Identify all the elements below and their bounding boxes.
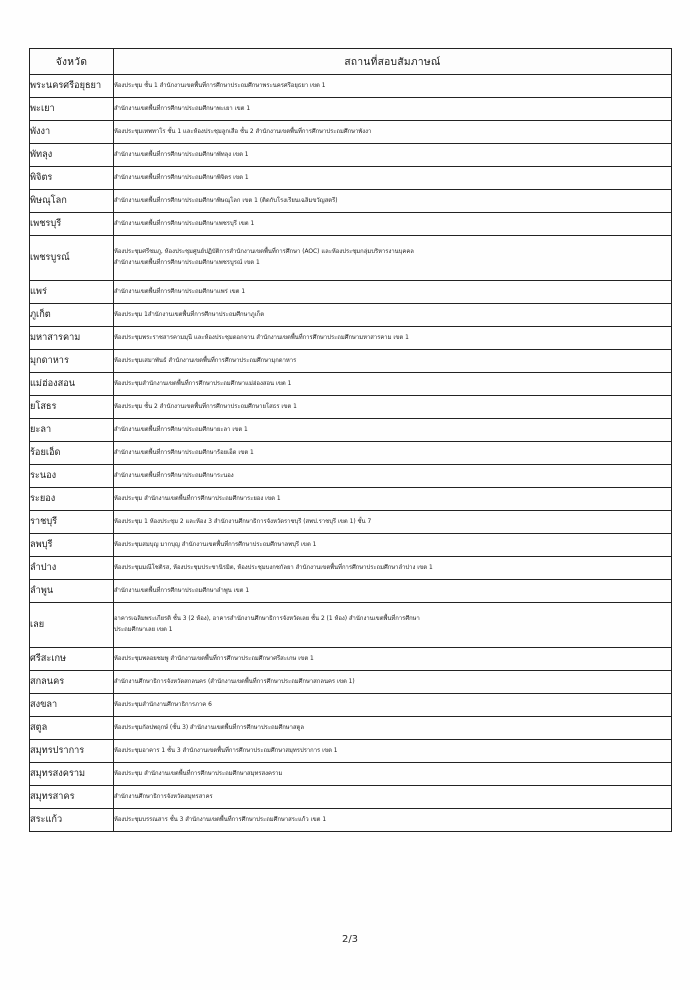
table-row xyxy=(30,786,672,809)
table-row xyxy=(30,671,672,694)
table-row xyxy=(30,373,672,396)
cell-province: พัทลุง xyxy=(30,144,114,167)
cell-province: พังงา xyxy=(30,121,114,144)
cell-venue xyxy=(114,304,672,327)
venue-line: ห้องประชุมกัลปพฤกษ์ (ชั้น 3) สำนักงานเขตพื้นที่การศึกษาประถมศึกษาสตูล xyxy=(114,724,304,731)
cell-venue xyxy=(114,786,672,809)
cell-province: พะเยา xyxy=(30,98,114,121)
table-row xyxy=(30,281,672,304)
venue-line: สำนักงานเขตพื้นที่การศึกษาประถมศึกษายะลา เขต 1 xyxy=(114,426,248,433)
cell-venue xyxy=(114,671,672,694)
cell-province: เพชรบุรี xyxy=(30,213,114,236)
table-row xyxy=(30,121,672,144)
cell-province: มุกดาหาร xyxy=(30,350,114,373)
cell-province: ราชบุรี xyxy=(30,511,114,534)
cell-province: มหาสารคาม xyxy=(30,327,114,350)
cell-venue xyxy=(114,534,672,557)
table-row xyxy=(30,236,672,281)
table-row xyxy=(30,304,672,327)
cell-venue xyxy=(114,511,672,534)
cell-venue xyxy=(114,350,672,373)
table-row xyxy=(30,144,672,167)
table-row xyxy=(30,167,672,190)
cell-province: เพชรบูรณ์ xyxy=(30,236,114,281)
venue-line: ห้องประชุม 1 ห้องประชุม 2 และห้อง 3 สำนักงานศึกษาธิการจังหวัดราชบุรี (สพป.ราชบุรี เขต 1) ชั้น 7 xyxy=(114,518,372,525)
table-row xyxy=(30,488,672,511)
venue-line: สำนักงานเขตพื้นที่การศึกษาประถมศึกษาเพชรบูรณ์ เขต 1 xyxy=(114,260,260,266)
cell-province: สมุทรปราการ xyxy=(30,740,114,763)
cell-venue xyxy=(114,373,672,396)
cell-venue xyxy=(114,75,672,98)
table-row xyxy=(30,465,672,488)
table-row xyxy=(30,557,672,580)
venue-line: สำนักงานเขตพื้นที่การศึกษาประถมศึกษาพิษณุโลก เขต 1 (ติดกับโรงเรียนเฉลิมขวัญสตรี) xyxy=(114,197,338,204)
venue-line: ประถมศึกษาเลย เขต 1 xyxy=(114,627,173,633)
table-row xyxy=(30,396,672,419)
cell-province: สกลนคร xyxy=(30,671,114,694)
cell-province: พระนครศรีอยุธยา xyxy=(30,75,114,98)
cell-venue xyxy=(114,213,672,236)
table-row xyxy=(30,419,672,442)
venue-line: สำนักงานศึกษาธิการจังหวัดสมุทรสาคร xyxy=(114,793,213,800)
cell-venue xyxy=(114,419,672,442)
cell-venue xyxy=(114,648,672,671)
venue-line: ห้องประชุมอาคาร 1 ชั้น 3 สำนักงานเขตพื้นที่การศึกษาประถมศึกษาสมุทรปราการ เขต 1 xyxy=(114,747,338,754)
venue-line: ห้องประชุมสำนักงานเขตพื้นที่การศึกษาประถมศึกษาแม่ฮ่องสอน เขต 1 xyxy=(114,380,292,387)
cell-province: ยะลา xyxy=(30,419,114,442)
cell-venue xyxy=(114,98,672,121)
venue-line: ห้องประชุมบรรณสาร ชั้น 3 สำนักงานเขตพื้นที่การศึกษาประถมศึกษาสระแก้ว เขต 1 xyxy=(114,816,327,823)
table-row xyxy=(30,717,672,740)
venue-line: ห้องประชุมเทพทาโร ชั้น 1 และห้องประชุมลูกเสือ ชั้น 2 สำนักงานเขตพื้นที่การศึกษาประถมศึกษาพังงา xyxy=(114,128,372,135)
cell-province: ระนอง xyxy=(30,465,114,488)
venue-line: อาคารเฉลิมพระเกียรติ ชั้น 3 (2 ห้อง), อาคารสำนักงานศึกษาธิการจังหวัดเลย ชั้น 2 (1 ห้อง) สำนักงานเขตพื้นที่การศึกษา xyxy=(114,616,420,623)
cell-province: สมุทรสงคราม xyxy=(30,763,114,786)
venue-line: ห้องประชุมพระราชสารคามมุนี และห้องประชุมดอกจาน สำนักงานเขตพื้นที่การศึกษาประถมศึกษามหาสารคาม เขต 1 xyxy=(114,334,409,341)
cell-province: ร้อยเอ็ด xyxy=(30,442,114,465)
cell-venue xyxy=(114,327,672,350)
venue-line: สำนักงานเขตพื้นที่การศึกษาประถมศึกษาแพร่ เขต 1 xyxy=(114,288,246,295)
venue-line: ห้องประชุมพลอยชมพู สำนักงานเขตพื้นที่การศึกษาประถมศึกษาศรีสะเกษ เขต 1 xyxy=(114,655,314,662)
interview-venue-table xyxy=(29,48,672,832)
cell-province: ลำพูน xyxy=(30,580,114,603)
cell-venue xyxy=(114,603,672,648)
venue-line: ห้องประชุม สำนักงานเขตพื้นที่การศึกษาประถมศึกษาระยอง เขต 1 xyxy=(114,495,281,502)
cell-venue xyxy=(114,281,672,304)
venue-line: ห้องประชุม 1สำนักงานเขตพื้นที่การศึกษาประถมศึกษาภูเก็ต xyxy=(114,311,265,318)
cell-province: ศรีสะเกษ xyxy=(30,648,114,671)
table-row xyxy=(30,763,672,786)
table-header xyxy=(30,49,672,75)
venue-line: ห้องประชุม สำนักงานเขตพื้นที่การศึกษาประถมศึกษาสมุทรสงคราม xyxy=(114,770,283,777)
cell-venue xyxy=(114,740,672,763)
venue-line: ห้องประชุมศรีชมภู, ห้องประชุมศูนย์ปฏิบัติการสำนักงานเขตพื้นที่การศึกษา (AOC) และห้องประชุมกลุ่มบริหารงานบุคคล xyxy=(114,249,414,256)
venue-line: ห้องประชุมเสมาพันธ์ สำนักงานเขตพื้นที่การศึกษาประถมศึกษามุกดาหาร xyxy=(114,357,297,364)
cell-venue xyxy=(114,236,672,281)
table-row xyxy=(30,694,672,717)
venue-line: ห้องประชุมสมบุญ มากบุญ สำนักงานเขตพื้นที่การศึกษาประถมศึกษาลพบุรี เขต 1 xyxy=(114,541,317,548)
cell-venue xyxy=(114,144,672,167)
column-header-venue: สถานที่สอบสัมภาษณ์ xyxy=(114,49,672,75)
venue-line: สำนักงานเขตพื้นที่การศึกษาประถมศึกษาลำพูน เขต 1 xyxy=(114,587,250,594)
cell-province: สงขลา xyxy=(30,694,114,717)
table-row xyxy=(30,190,672,213)
table-row xyxy=(30,442,672,465)
cell-venue xyxy=(114,396,672,419)
cell-venue xyxy=(114,717,672,740)
cell-province: ลำปาง xyxy=(30,557,114,580)
venue-line: ห้องประชุม ชั้น 2 สำนักงานเขตพื้นที่การศึกษาประถมศึกษายโสธร เขต 1 xyxy=(114,403,297,410)
venue-line: ห้องประชุมสำนักงานศึกษาธิการภาค 6 xyxy=(114,701,212,708)
table-header-row xyxy=(30,49,672,75)
venue-line: สำนักงานเขตพื้นที่การศึกษาประถมศึกษาระนอง xyxy=(114,472,234,479)
cell-venue xyxy=(114,167,672,190)
cell-province: สระแก้ว xyxy=(30,809,114,832)
cell-province: ภูเก็ต xyxy=(30,304,114,327)
table-row xyxy=(30,327,672,350)
table-row xyxy=(30,98,672,121)
table-row xyxy=(30,75,672,98)
table-body xyxy=(30,75,672,832)
table-row xyxy=(30,213,672,236)
column-header-province: จังหวัด xyxy=(30,49,114,75)
cell-venue xyxy=(114,488,672,511)
cell-province: สมุทรสาคร xyxy=(30,786,114,809)
venue-line: สำนักงานเขตพื้นที่การศึกษาประถมศึกษาพะเยา เขต 1 xyxy=(114,105,251,112)
venue-line: สำนักงานเขตพื้นที่การศึกษาประถมศึกษาร้อยเอ็ด เขต 1 xyxy=(114,449,254,456)
cell-venue xyxy=(114,465,672,488)
cell-venue xyxy=(114,763,672,786)
venue-line: สำนักงานศึกษาธิการจังหวัดสกลนคร (สำนักงานเขตพื้นที่การศึกษาประถมศึกษาสกลนคร เขต 1) xyxy=(114,678,355,685)
cell-venue xyxy=(114,442,672,465)
cell-venue xyxy=(114,121,672,144)
cell-province: ลพบุรี xyxy=(30,534,114,557)
page-number: 2/3 xyxy=(341,934,359,945)
cell-venue xyxy=(114,557,672,580)
cell-province: แพร่ xyxy=(30,281,114,304)
cell-province: ยโสธร xyxy=(30,396,114,419)
table-row xyxy=(30,809,672,832)
cell-province: สตูล xyxy=(30,717,114,740)
cell-venue xyxy=(114,580,672,603)
cell-province: พิจิตร xyxy=(30,167,114,190)
table-row xyxy=(30,648,672,671)
venue-line: ห้องประชุมมณีโชติรส, ห้องประชุมประชานิรมิต, ห้องประชุมบงกชกัลยา สำนักงานเขตพื้นที่การศึกษาประถมศึกษาลำปาง เขต 1 xyxy=(114,564,433,571)
cell-province: แม่ฮ่องสอน xyxy=(30,373,114,396)
table-row xyxy=(30,350,672,373)
cell-province: เลย xyxy=(30,603,114,648)
venue-line: สำนักงานเขตพื้นที่การศึกษาประถมศึกษาเพชรบุรี เขต 1 xyxy=(114,220,255,227)
cell-province: พิษณุโลก xyxy=(30,190,114,213)
venue-line: สำนักงานเขตพื้นที่การศึกษาประถมศึกษาพิจิตร เขต 1 xyxy=(114,174,249,181)
table-row xyxy=(30,603,672,648)
table-row xyxy=(30,740,672,763)
cell-venue xyxy=(114,694,672,717)
interview-venue-table-container xyxy=(29,48,671,832)
cell-venue xyxy=(114,190,672,213)
venue-line: ห้องประชุม ชั้น 1 สำนักงานเขตพื้นที่การศึกษาประถมศึกษาพระนครศรีอยุธยา เขต 1 xyxy=(114,82,326,89)
table-row xyxy=(30,534,672,557)
cell-venue xyxy=(114,809,672,832)
table-row xyxy=(30,511,672,534)
table-row xyxy=(30,580,672,603)
cell-province: ระยอง xyxy=(30,488,114,511)
venue-line: สำนักงานเขตพื้นที่การศึกษาประถมศึกษาพัทลุง เขต 1 xyxy=(114,151,249,158)
